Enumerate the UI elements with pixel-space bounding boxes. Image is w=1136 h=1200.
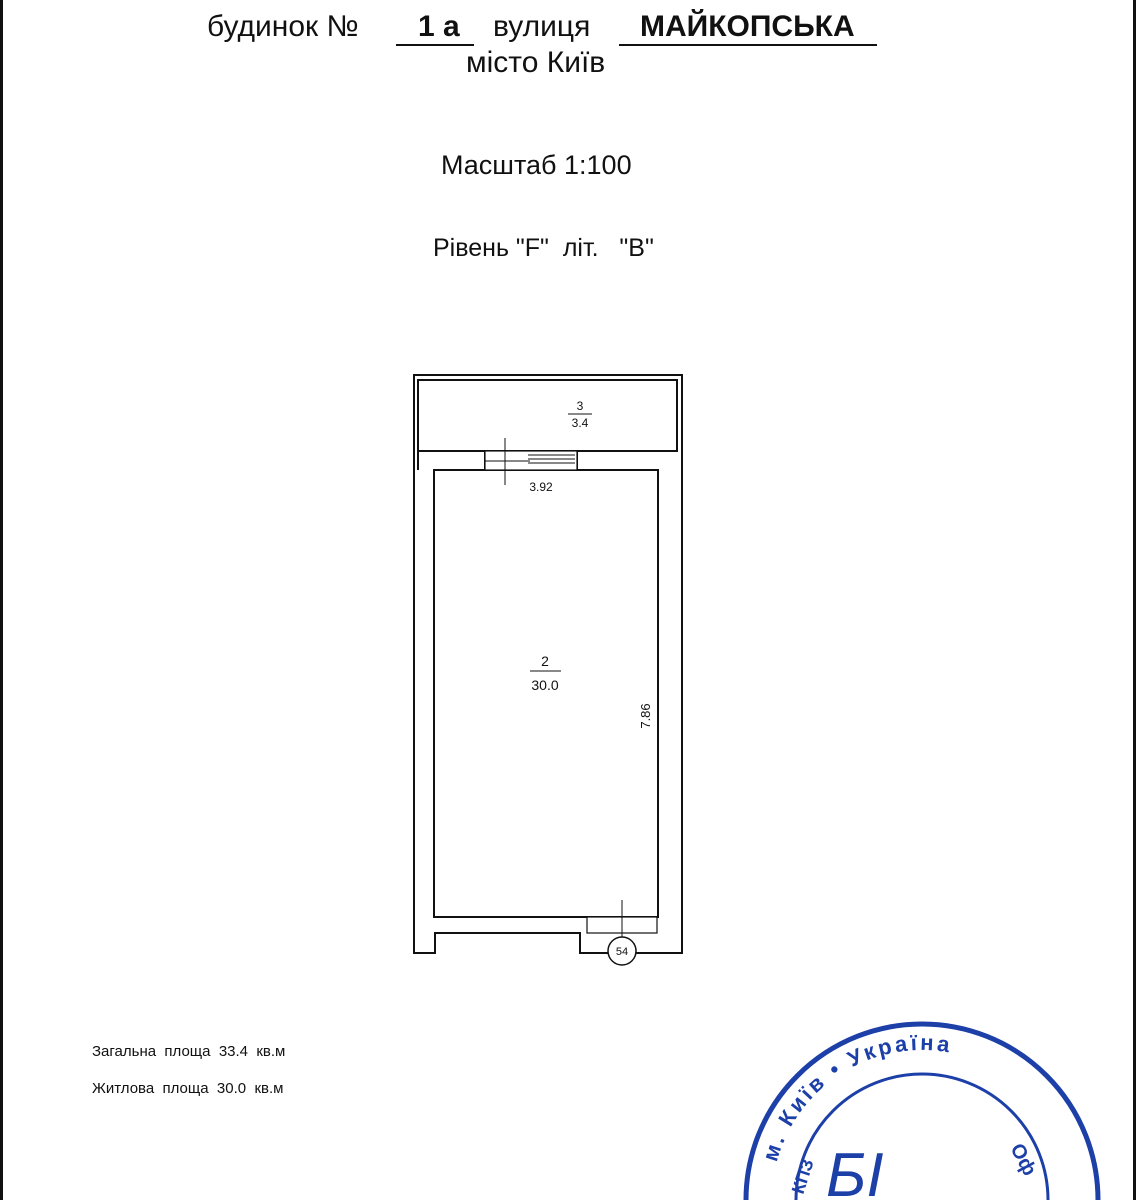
length-dimension: 7.86	[638, 703, 653, 729]
scale-label: Масштаб 1:100	[441, 150, 632, 180]
stamp-ring-text: м. Київ • Україна	[757, 1029, 955, 1165]
width-dimension: 3.92	[529, 480, 553, 494]
room-3-outline	[418, 380, 677, 451]
room-2-outline	[434, 470, 658, 917]
room-2-number: 2	[541, 653, 549, 669]
room-3-area: 3.4	[571, 416, 589, 430]
room-2-area: 30.0	[531, 677, 559, 693]
stamp-center-text: БІ	[826, 1141, 884, 1200]
house-number: 1 а	[418, 10, 460, 43]
total-area: Загальна площа 33.4 кв.м	[92, 1043, 286, 1060]
house-label: будинок №	[207, 10, 359, 43]
stamp-side-text: Оф	[1005, 1140, 1041, 1180]
street-label: вулиця	[493, 10, 591, 43]
city-name: місто Київ	[466, 46, 606, 79]
section-marker-label: 54	[615, 946, 629, 958]
door-axis	[485, 438, 530, 485]
street-name: МАЙКОПСЬКА	[640, 10, 855, 43]
living-area: Житлова площа 30.0 кв.м	[92, 1080, 284, 1097]
stamp-left-text: КПЗ	[787, 1156, 818, 1197]
level-label: Рівень "F" літ. "B"	[433, 234, 654, 262]
room-3-number: 3	[576, 399, 584, 413]
